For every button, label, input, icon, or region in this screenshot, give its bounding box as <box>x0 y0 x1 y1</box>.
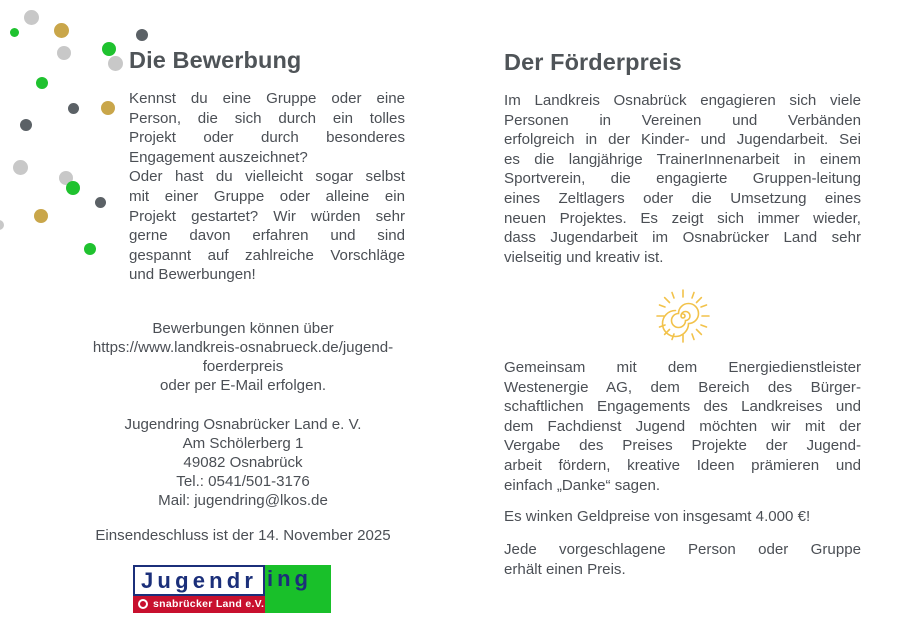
intro-paragraph <box>129 89 405 285</box>
contact-address <box>70 415 416 510</box>
text-line: Person, die sich durch ein tolles <box>129 109 405 127</box>
logo-bottom-bar <box>133 596 265 613</box>
website-link[interactable]: https://www.landkreis-osnabrueck.de/jugend- <box>92 339 394 356</box>
logo-text-main: Jugendr <box>141 568 258 593</box>
text-line: Vergabe des Preises Projekte der Jugend- <box>504 437 861 455</box>
text-line: oder per E-Mail erfolgen. <box>159 377 327 394</box>
ring-icon <box>138 599 148 609</box>
application-info <box>70 319 416 395</box>
text-line: mit einer Gruppe oder alleine ein <box>129 187 405 205</box>
city: 49082 Osnabrück <box>183 454 303 471</box>
website-link-continued[interactable]: foerderpreis <box>202 358 284 375</box>
text-line: neuen Projektes. Es zeigt sich immer wieder, <box>504 209 861 227</box>
sun-spiral-icon <box>656 289 710 343</box>
jugendring-logo <box>133 565 331 613</box>
text-line: gespannt auf zahlreiche Vorschläge <box>129 246 405 264</box>
text-line: Im Landkreis Osnabrück engagieren sich viele <box>504 92 861 109</box>
text-line: Projekt oder durch besonderes <box>129 129 405 147</box>
text-line: schaftlichen Engagements des Landkreises und <box>504 398 861 416</box>
text-line: gerne davon erfahren und sind <box>129 227 405 245</box>
logo-text-end: ing <box>267 566 312 591</box>
text-line: Gemeinsam mit dem Energiedienstleister <box>504 359 861 376</box>
text-line: es die langjährige TrainerInnenarbeit in einem <box>504 150 861 168</box>
foerderpreis-intro <box>504 91 861 267</box>
deadline-text: Einsendeschluss ist der 14. November 2025 <box>95 527 391 544</box>
logo-text-sub: snabrücker Land e.V. <box>153 598 265 610</box>
section-title-foerderpreis: Der Förderpreis <box>504 49 682 75</box>
text-line: Engagement auszeichnet? <box>129 148 308 166</box>
text-line: einfach „Danke“ sagen. <box>504 476 661 494</box>
logo-green-block <box>265 565 331 613</box>
text-line: vielseitig und kreativ ist. <box>504 248 664 266</box>
text-line: Sportverein, die engagierte Gruppen-leitung <box>504 170 861 188</box>
text-line: erhält einen Preis. <box>504 560 626 578</box>
text-line: dass Jugendarbeit im Osnabrücker Land sehr <box>504 229 861 247</box>
email-link[interactable]: Mail: jugendring@lkos.de <box>158 492 328 509</box>
text-line: Personen in Vereinen und Verbänden <box>504 111 861 129</box>
section-title-bewerbung: Die Bewerbung <box>129 47 302 73</box>
prize-money-text: Es winken Geldpreise von insgesamt 4.000 €! <box>504 508 811 525</box>
text-line: und Bewerbungen! <box>129 266 256 284</box>
text-line: Oder hast du vielleicht sogar selbst <box>129 168 405 186</box>
text-line: dem Fachdienst Jugend möchten wir mit der <box>504 417 861 435</box>
street: Am Schölerberg 1 <box>182 435 304 452</box>
organization-name: Jugendring Osnabrücker Land e. V. <box>124 416 362 433</box>
text-line: Jede vorgeschlagene Person oder Gruppe <box>504 541 861 558</box>
everyone-wins-paragraph <box>504 540 861 579</box>
text-line: eines Zeltlagers oder die Umsetzung eines <box>504 189 861 207</box>
text-line: arbeit fördern, kreative Ideen prämieren und <box>504 456 861 474</box>
partners-paragraph <box>504 358 861 495</box>
logo-top-bar <box>133 565 265 596</box>
text-line: erfolgreich in der Kinder- und Jugendarbeit. Sei <box>504 131 861 149</box>
text-line: Bewerbungen können über <box>152 320 334 337</box>
text-line: Westenergie AG, dem Bereich des Bürger- <box>504 378 861 396</box>
text-line: Projekt gestartet? Wir würden sehr <box>129 207 405 225</box>
phone: Tel.: 0541/501-3176 <box>176 473 310 490</box>
text-line: Kennst du eine Gruppe oder eine <box>129 90 405 107</box>
